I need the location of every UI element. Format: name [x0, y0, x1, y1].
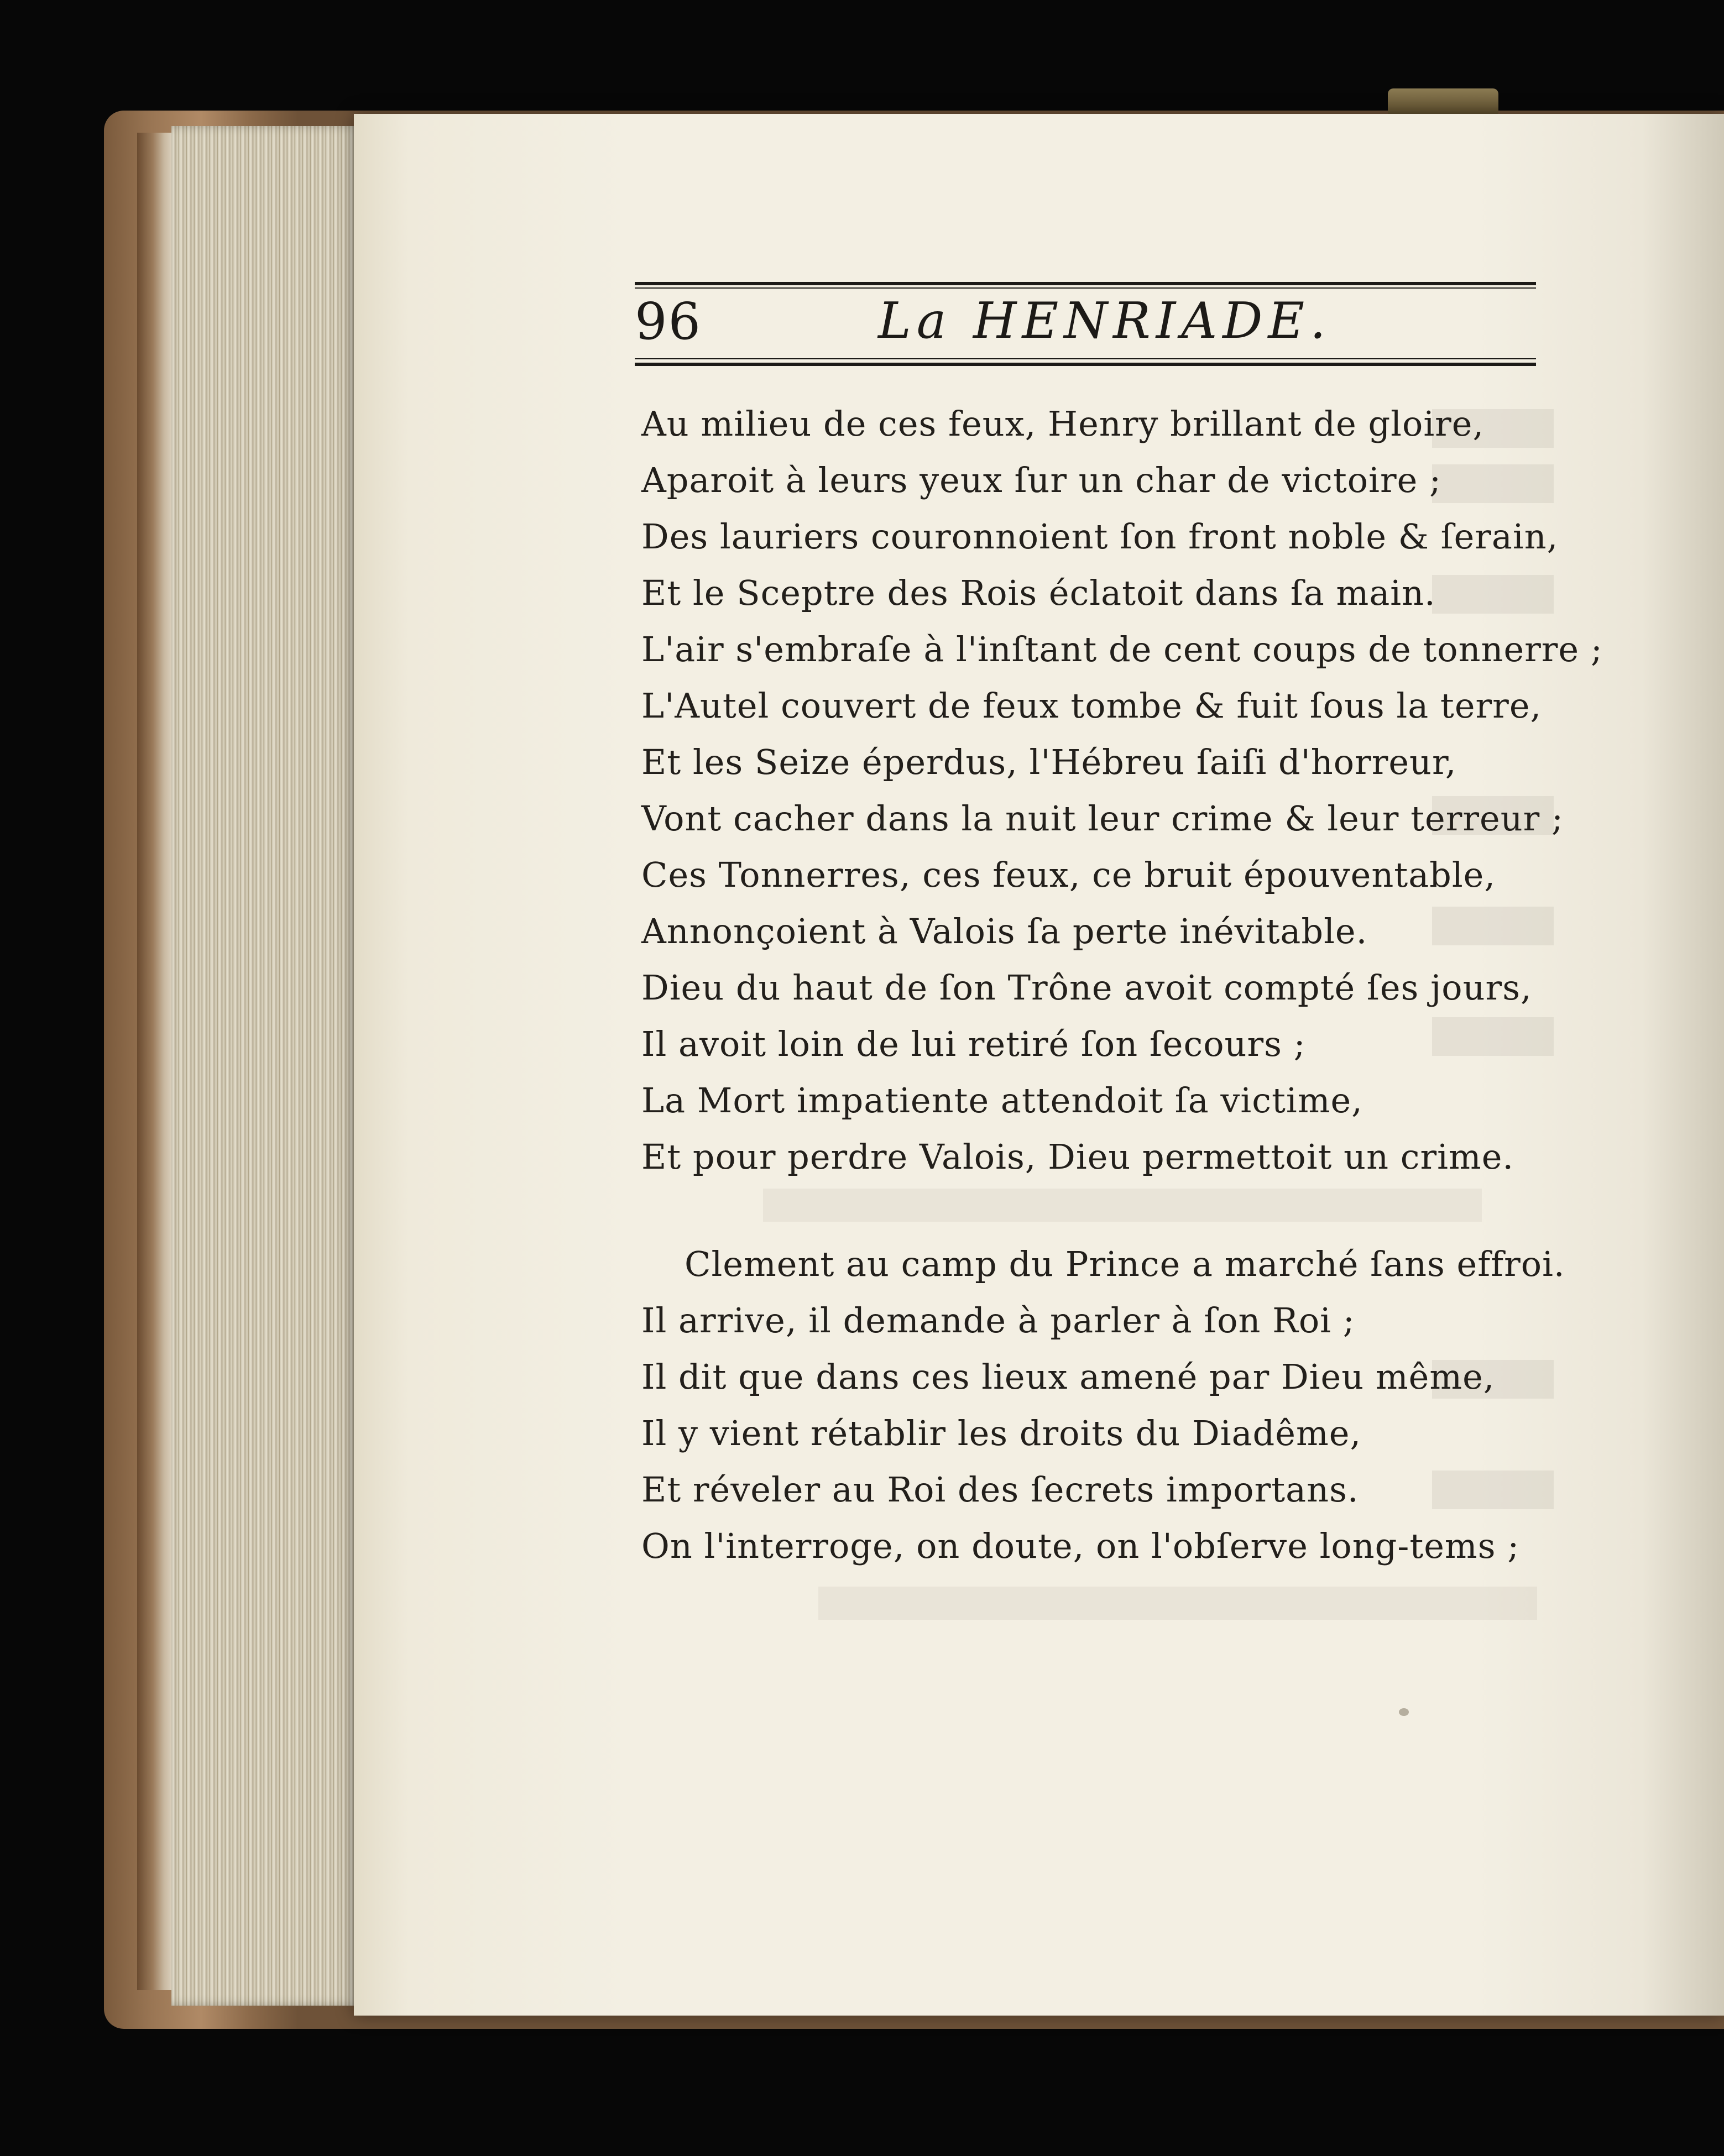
- verse-line: L'air s'embraſe à l'inſtant de cent coups de tonnerre ;: [641, 629, 1603, 669]
- verse-line: Il avoit loin de lui retiré ſon ſecours ;: [641, 1024, 1306, 1064]
- verse-line: Clement au camp du Prince a marché ſans effroi.: [685, 1244, 1565, 1284]
- verse-line: Et réveler au Roi des ſecrets importans.: [641, 1469, 1359, 1510]
- verse-line: Et le Sceptre des Rois éclatoit dans ſa main.: [641, 573, 1436, 613]
- verse-line: Annonçoient à Valois ſa perte inévitable.: [641, 911, 1368, 951]
- header-rule-top-thin: [635, 287, 1536, 289]
- verse-line: Dieu du haut de ſon Trône avoit compté ſes jours,: [641, 967, 1532, 1008]
- verse-line: On l'interroge, on doute, on l'obſerve long-tems ;: [641, 1526, 1520, 1566]
- page-number: 96: [635, 292, 702, 351]
- header-rule-bottom-thin: [635, 358, 1536, 359]
- verse-line: Des lauriers couronnoient ſon front noble & ſerain,: [641, 516, 1559, 557]
- page-block-edge: [137, 133, 176, 1990]
- header-rule-top: [635, 282, 1536, 285]
- page-block-edges: [171, 126, 359, 2006]
- paper-blemish: [1399, 1708, 1409, 1716]
- verse-line: Au milieu de ces feux, Henry brillant de gloire,: [641, 404, 1485, 444]
- verse-line: Il arrive, il demande à parler à ſon Roi ;: [641, 1300, 1355, 1341]
- book-clasp: [1388, 88, 1498, 117]
- verse-line: Il y vient rétablir les droits du Diadême,: [641, 1413, 1362, 1453]
- verse-line: Et pour perdre Valois, Dieu permettoit un crime.: [641, 1137, 1514, 1177]
- header-rule-bottom: [635, 363, 1536, 366]
- verse-line: Et les Seize éperdus, l'Hébreu ſaiſi d'horreur,: [641, 742, 1457, 782]
- verse-line: Aparoit à leurs yeux ſur un char de victoire ;: [641, 460, 1441, 500]
- running-title: La HENRIADE.: [878, 292, 1331, 350]
- verse-line: Vont cacher dans la nuit leur crime & leur terreur ;: [641, 798, 1564, 839]
- verse-line: Ces Tonnerres, ces feux, ce bruit épouventable,: [641, 855, 1496, 895]
- verse-line: L'Autel couvert de feux tombe & fuit ſous la terre,: [641, 685, 1542, 726]
- running-head: [635, 292, 1536, 358]
- book-page: [354, 114, 1724, 2016]
- verse-line: Il dit que dans ces lieux amené par Dieu même,: [641, 1357, 1495, 1397]
- verse-line: La Mort impatiente attendoit ſa victime,: [641, 1080, 1363, 1121]
